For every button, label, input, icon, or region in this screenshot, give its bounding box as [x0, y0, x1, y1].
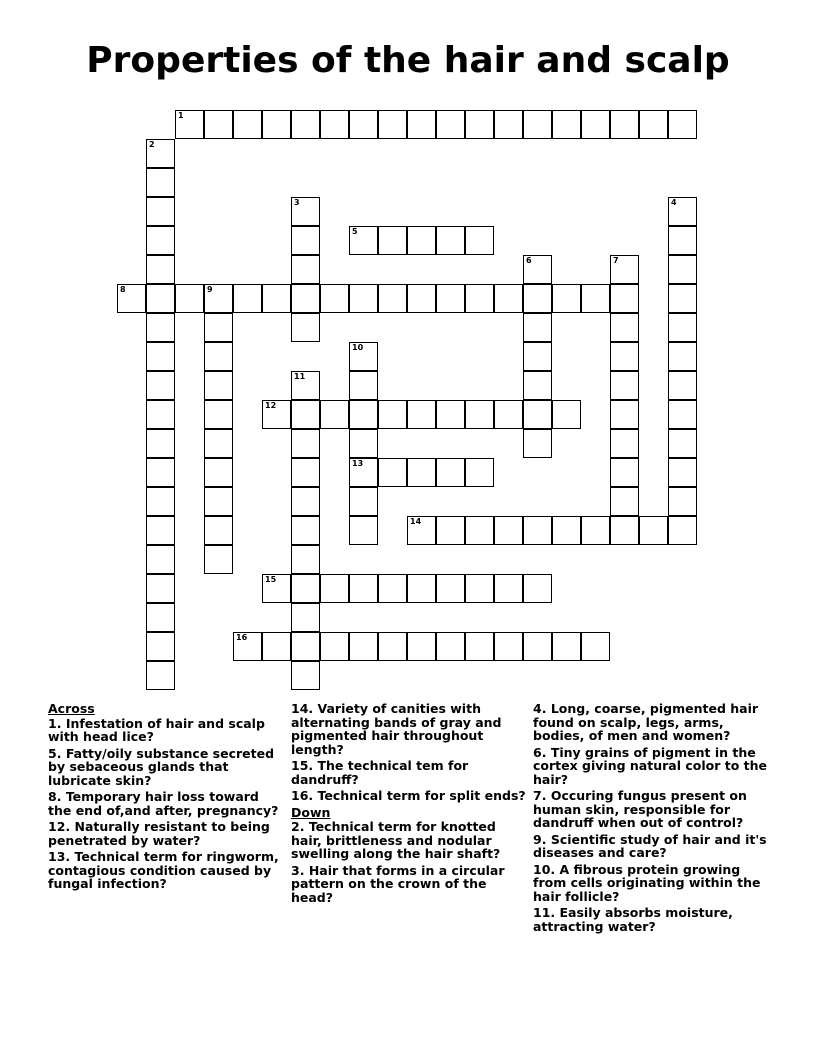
grid-cell[interactable] — [146, 516, 175, 545]
clue-item — [48, 850, 284, 891]
clue-item-number: 11. — [533, 905, 560, 920]
grid-cell[interactable] — [436, 632, 465, 661]
grid-cell[interactable] — [262, 284, 291, 313]
grid-cell[interactable] — [668, 284, 697, 313]
grid-cell[interactable] — [349, 400, 378, 429]
grid-cell[interactable] — [494, 574, 523, 603]
grid-cell[interactable] — [407, 110, 436, 139]
grid-cell[interactable] — [146, 139, 175, 168]
clue-item-text: Occuring fungus present on human skin, responsible for dandruff when out of control? — [533, 788, 747, 830]
grid-cell[interactable] — [204, 110, 233, 139]
grid-cell[interactable] — [291, 632, 320, 661]
grid-cell[interactable] — [523, 313, 552, 342]
grid-cell[interactable] — [552, 284, 581, 313]
clue-item-text: Technical term for knotted hair, brittleness and nodular swelling along the hair shaft? — [291, 819, 501, 861]
clue-item-text: Long, coarse, pigmented hair found on scalp, legs, arms, bodies, of men and women? — [533, 701, 759, 743]
grid-cell[interactable] — [668, 371, 697, 400]
clue-item — [533, 702, 773, 743]
clue-item — [291, 789, 527, 803]
clue-item — [533, 833, 773, 860]
grid-cell[interactable] — [668, 429, 697, 458]
clue-item-number: 12. — [48, 819, 75, 834]
grid-cell[interactable] — [523, 371, 552, 400]
grid-cell[interactable] — [146, 603, 175, 632]
grid-cell[interactable] — [146, 168, 175, 197]
clue-item-text: Fatty/oily substance secreted by sebaceous glands that lubricate skin? — [48, 745, 275, 788]
clue-item-text: Naturally resistant to being penetrated by water? — [48, 819, 270, 848]
grid-cell[interactable] — [465, 632, 494, 661]
grid-cell[interactable] — [610, 429, 639, 458]
clue-heading-down: Down — [291, 804, 331, 820]
grid-cell[interactable] — [494, 516, 523, 545]
clue-item-text: A fibrous protein growing from cells originating within the hair follicle? — [533, 861, 761, 904]
grid-cell[interactable] — [349, 632, 378, 661]
grid-cell[interactable] — [523, 255, 552, 284]
grid-cell[interactable] — [494, 400, 523, 429]
grid-cell[interactable] — [146, 661, 175, 690]
grid-cell[interactable] — [436, 284, 465, 313]
clue-item-number: 10. — [533, 861, 560, 877]
grid-cell[interactable] — [291, 400, 320, 429]
grid-cell[interactable] — [494, 632, 523, 661]
grid-cell[interactable] — [407, 400, 436, 429]
clue-item-text: Technical term for split ends? — [317, 788, 526, 803]
grid-cell[interactable] — [146, 574, 175, 603]
grid-cell[interactable] — [320, 284, 349, 313]
clue-number: 7 — [613, 256, 619, 265]
grid-cell[interactable] — [436, 574, 465, 603]
clue-item-number: 5. — [48, 745, 66, 761]
clue-item-number: 4. — [533, 701, 551, 716]
clue-item — [533, 906, 773, 933]
clue-number: 8 — [120, 285, 126, 294]
grid-cell[interactable] — [349, 429, 378, 458]
grid-cell[interactable] — [378, 110, 407, 139]
clue-item-number: 14. — [291, 701, 318, 716]
grid-cell[interactable] — [320, 400, 349, 429]
grid-cell[interactable] — [639, 516, 668, 545]
grid-cell[interactable] — [291, 110, 320, 139]
clue-item-text: Scientific study of hair and it's diseases and care? — [533, 831, 767, 860]
grid-cell[interactable] — [552, 516, 581, 545]
grid-cell[interactable] — [204, 458, 233, 487]
clue-item-text: The technical tem for dandruff? — [291, 758, 469, 787]
grid-cell[interactable] — [523, 342, 552, 371]
clue-number: 15 — [265, 575, 277, 584]
clue-item — [533, 746, 773, 787]
grid-cell[interactable] — [291, 313, 320, 342]
grid-cell[interactable] — [610, 255, 639, 284]
grid-cell[interactable] — [581, 110, 610, 139]
clue-item-text: Tiny grains of pigment in the cortex giving natural color to the hair? — [533, 744, 767, 787]
grid-cell[interactable] — [378, 632, 407, 661]
grid-cell[interactable] — [204, 342, 233, 371]
grid-cell[interactable] — [349, 342, 378, 371]
grid-cell[interactable] — [668, 516, 697, 545]
grid-cell[interactable] — [175, 110, 204, 139]
grid-cell[interactable] — [146, 545, 175, 574]
grid-cell[interactable] — [291, 603, 320, 632]
clue-item — [48, 717, 284, 744]
clue-number: 10 — [352, 343, 364, 352]
grid-cell[interactable] — [668, 487, 697, 516]
grid-cell[interactable] — [668, 197, 697, 226]
grid-cell[interactable] — [581, 516, 610, 545]
grid-cell[interactable] — [349, 226, 378, 255]
grid-cell[interactable] — [204, 284, 233, 313]
grid-cell[interactable] — [465, 110, 494, 139]
grid-cell[interactable] — [378, 458, 407, 487]
grid-cell[interactable] — [610, 516, 639, 545]
clue-item-number: 6. — [533, 744, 551, 760]
grid-cell[interactable] — [465, 574, 494, 603]
grid-cell[interactable] — [291, 371, 320, 400]
grid-cell[interactable] — [436, 516, 465, 545]
clue-item — [48, 747, 284, 788]
grid-cell[interactable] — [494, 284, 523, 313]
grid-cell[interactable] — [146, 342, 175, 371]
clue-column-2 — [291, 702, 527, 907]
grid-cell[interactable] — [291, 661, 320, 690]
grid-cell[interactable] — [523, 429, 552, 458]
grid-cell[interactable] — [349, 371, 378, 400]
grid-cell[interactable] — [146, 197, 175, 226]
clue-item-number: 13. — [48, 849, 75, 864]
grid-cell[interactable] — [349, 458, 378, 487]
grid-cell[interactable] — [146, 487, 175, 516]
page-title: Properties of the hair and scalp — [86, 40, 730, 81]
grid-cell[interactable] — [610, 284, 639, 313]
grid-cell[interactable] — [668, 110, 697, 139]
grid-cell[interactable] — [523, 284, 552, 313]
grid-cell[interactable] — [204, 400, 233, 429]
grid-cell[interactable] — [552, 400, 581, 429]
clue-number: 3 — [294, 198, 300, 207]
grid-cell[interactable] — [436, 400, 465, 429]
grid-cell[interactable] — [146, 429, 175, 458]
grid-cell[interactable] — [320, 632, 349, 661]
grid-cell[interactable] — [610, 313, 639, 342]
grid-cell[interactable] — [204, 313, 233, 342]
grid-cell[interactable] — [349, 516, 378, 545]
clue-item-text: Easily absorbs moisture, attracting water? — [533, 905, 733, 934]
clue-number: 13 — [352, 459, 364, 468]
clue-heading-across: Across — [48, 701, 95, 716]
grid-cell[interactable] — [262, 400, 291, 429]
grid-cell[interactable] — [262, 632, 291, 661]
grid-cell[interactable] — [610, 110, 639, 139]
grid-cell[interactable] — [407, 632, 436, 661]
grid-cell[interactable] — [320, 574, 349, 603]
grid-cell[interactable] — [146, 284, 175, 313]
grid-cell[interactable] — [465, 226, 494, 255]
grid-cell[interactable] — [146, 226, 175, 255]
grid-cell[interactable] — [465, 458, 494, 487]
grid-cell[interactable] — [349, 574, 378, 603]
clue-number: 4 — [671, 198, 677, 207]
clue-number: 5 — [352, 227, 358, 236]
grid-cell[interactable] — [233, 284, 262, 313]
clue-item-number: 16. — [291, 788, 318, 803]
clue-item-text: Technical term for ringworm, contagious condition caused by fungal infection? — [48, 849, 279, 891]
grid-cell[interactable] — [407, 574, 436, 603]
clue-number: 9 — [207, 285, 213, 294]
grid-cell[interactable] — [146, 400, 175, 429]
clue-item-number: 1. — [48, 715, 66, 731]
grid-cell[interactable] — [291, 516, 320, 545]
grid-cell[interactable] — [610, 371, 639, 400]
clue-item-text: Variety of canities with alternating bands of gray and pigmented hair throughout length? — [291, 701, 502, 757]
clue-item-number: 3. — [291, 862, 309, 878]
grid-cell[interactable] — [668, 226, 697, 255]
grid-cell[interactable] — [378, 284, 407, 313]
clue-number: 14 — [410, 517, 422, 526]
grid-cell[interactable] — [465, 284, 494, 313]
grid-cell[interactable] — [407, 516, 436, 545]
clue-item-number: 9. — [533, 831, 551, 847]
grid-cell[interactable] — [146, 371, 175, 400]
grid-cell[interactable] — [320, 110, 349, 139]
grid-cell[interactable] — [291, 487, 320, 516]
grid-cell[interactable] — [639, 110, 668, 139]
grid-cell[interactable] — [523, 574, 552, 603]
grid-cell[interactable] — [262, 110, 291, 139]
grid-cell[interactable] — [436, 226, 465, 255]
grid-cell[interactable] — [465, 400, 494, 429]
grid-cell[interactable] — [233, 110, 262, 139]
grid-cell[interactable] — [146, 458, 175, 487]
grid-cell[interactable] — [378, 226, 407, 255]
grid-cell[interactable] — [610, 400, 639, 429]
grid-cell[interactable] — [175, 284, 204, 313]
grid-cell[interactable] — [291, 197, 320, 226]
grid-cell[interactable] — [291, 429, 320, 458]
grid-cell[interactable] — [146, 632, 175, 661]
grid-cell[interactable] — [349, 487, 378, 516]
grid-cell[interactable] — [552, 632, 581, 661]
clue-item — [48, 790, 284, 817]
grid-cell[interactable] — [291, 545, 320, 574]
clue-item — [291, 820, 527, 861]
grid-cell[interactable] — [204, 371, 233, 400]
clue-item-text: Hair that forms in a circular pattern on the crown of the head? — [291, 862, 505, 905]
clue-item-number: 7. — [533, 788, 551, 803]
grid-cell[interactable] — [581, 632, 610, 661]
clue-column-3 — [533, 702, 773, 936]
grid-cell[interactable] — [610, 342, 639, 371]
grid-cell[interactable] — [465, 516, 494, 545]
grid-cell[interactable] — [204, 516, 233, 545]
grid-cell[interactable] — [291, 284, 320, 313]
grid-cell[interactable] — [668, 400, 697, 429]
grid-cell[interactable] — [407, 458, 436, 487]
grid-cell[interactable] — [407, 226, 436, 255]
grid-cell[interactable] — [291, 574, 320, 603]
grid-cell[interactable] — [610, 487, 639, 516]
grid-cell[interactable] — [668, 313, 697, 342]
grid-cell[interactable] — [378, 574, 407, 603]
clue-item — [291, 702, 527, 756]
grid-cell[interactable] — [407, 284, 436, 313]
grid-cell[interactable] — [494, 110, 523, 139]
grid-cell[interactable] — [668, 458, 697, 487]
clue-item-text: Temporary hair loss toward the end of,and after, pregnancy? — [48, 789, 279, 818]
clue-column-1 — [48, 702, 284, 894]
grid-cell[interactable] — [291, 255, 320, 284]
grid-cell[interactable] — [436, 458, 465, 487]
clue-number: 11 — [294, 372, 306, 381]
clue-item-number: 2. — [291, 819, 309, 834]
clue-item — [533, 863, 773, 904]
grid-cell[interactable] — [668, 342, 697, 371]
grid-cell[interactable] — [146, 313, 175, 342]
clue-item — [48, 820, 284, 847]
clue-item — [533, 789, 773, 830]
grid-cell[interactable] — [523, 632, 552, 661]
clue-number: 1 — [178, 111, 184, 120]
clue-item-number: 8. — [48, 789, 66, 804]
clue-item — [291, 864, 527, 905]
clue-item-text: Infestation of hair and scalp with head lice? — [48, 715, 265, 744]
grid-cell[interactable] — [349, 110, 378, 139]
grid-cell[interactable] — [291, 226, 320, 255]
clue-number: 2 — [149, 140, 155, 149]
grid-cell[interactable] — [204, 429, 233, 458]
clue-number: 6 — [526, 256, 532, 265]
grid-cell[interactable] — [523, 110, 552, 139]
grid-cell[interactable] — [610, 458, 639, 487]
grid-cell[interactable] — [262, 574, 291, 603]
grid-cell[interactable] — [233, 632, 262, 661]
clue-number: 16 — [236, 633, 248, 642]
clue-number: 12 — [265, 401, 277, 410]
clue-item-number: 15. — [291, 758, 318, 773]
grid-cell[interactable] — [349, 284, 378, 313]
clue-item — [291, 759, 527, 786]
grid-cell[interactable] — [204, 487, 233, 516]
grid-cell[interactable] — [117, 284, 146, 313]
grid-cell[interactable] — [668, 255, 697, 284]
grid-cell[interactable] — [552, 110, 581, 139]
grid-cell[interactable] — [523, 516, 552, 545]
grid-cell[interactable] — [204, 545, 233, 574]
grid-cell[interactable] — [523, 400, 552, 429]
grid-cell[interactable] — [146, 255, 175, 284]
grid-cell[interactable] — [581, 284, 610, 313]
grid-cell[interactable] — [291, 458, 320, 487]
grid-cell[interactable] — [378, 400, 407, 429]
grid-cell[interactable] — [436, 110, 465, 139]
